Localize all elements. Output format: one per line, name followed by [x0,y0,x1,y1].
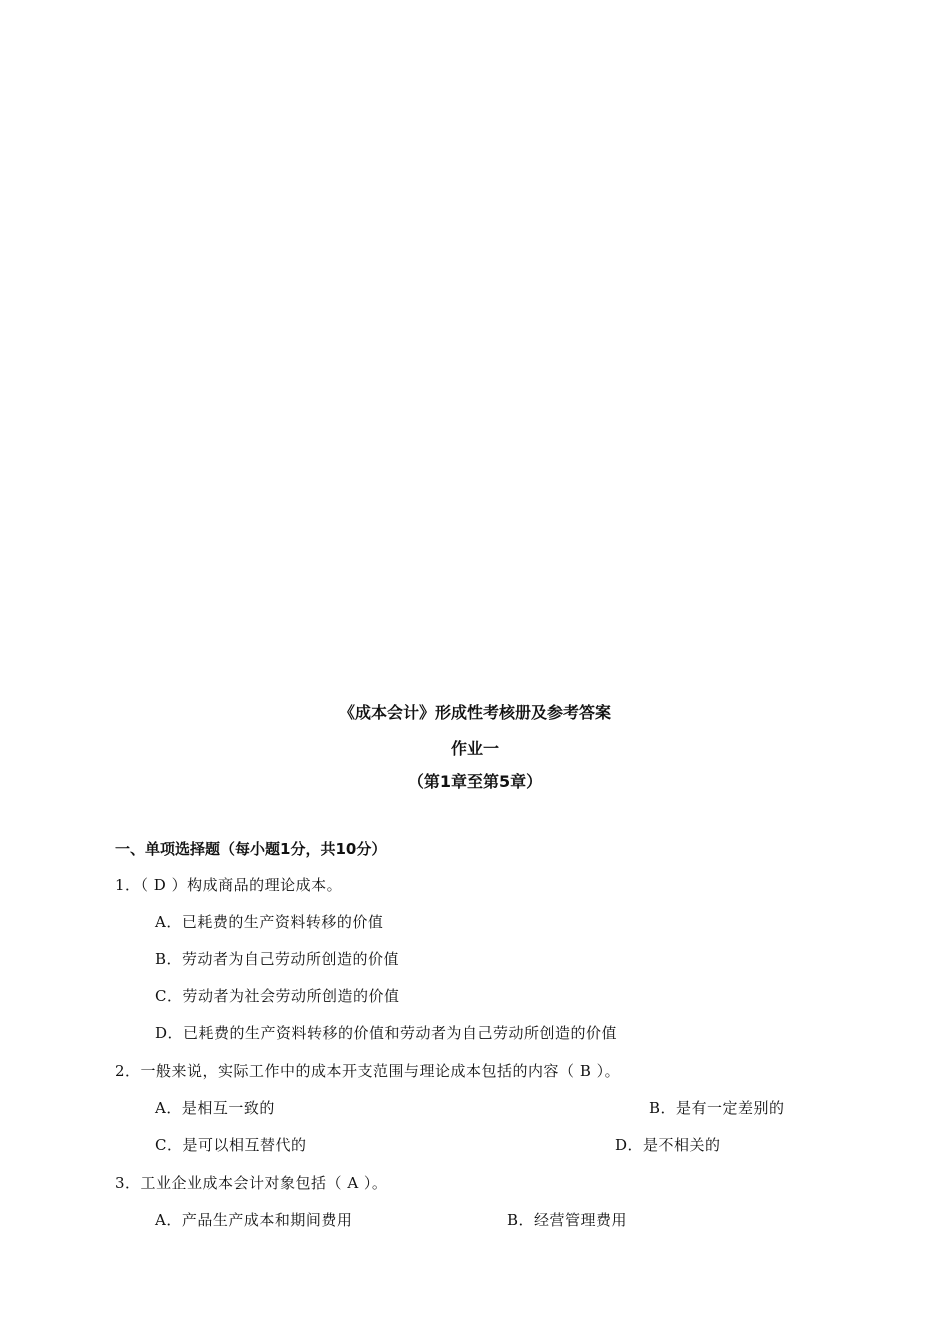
question-2-option-b: B．是有一定差别的 [649,1099,785,1117]
question-1-stem: 1．（ D ）构成商品的理论成本。 [115,876,343,894]
question-1-option-d: D．已耗费的生产资料转移的价值和劳动者为自己劳动所创造的价值 [155,1024,618,1042]
question-1-option-c: C．劳动者为社会劳动所创造的价值 [155,987,400,1005]
section-heading: 一、单项选择题（每小题1分，共10分） [115,840,387,858]
chapter-range: （第1章至第5章） [407,772,543,791]
question-2-stem: 2．一般来说，实际工作中的成本开支范围与理论成本包括的内容（ B ）。 [115,1062,621,1080]
question-3-option-a: A．产品生产成本和期间费用 [155,1211,353,1229]
question-3-stem: 3．工业企业成本会计对象包括（ A ）。 [115,1174,388,1192]
question-1-option-b: B．劳动者为自己劳动所创造的价值 [155,950,400,968]
question-3-option-b: B．经营管理费用 [507,1211,628,1229]
assignment-title: 作业一 [450,739,499,758]
question-1-option-a: A．已耗费的生产资料转移的价值 [155,913,384,931]
document-title: 《成本会计》形成性考核册及参考答案 [338,703,611,722]
question-2-option-a: A．是相互一致的 [155,1099,275,1117]
question-2-option-c: C．是可以相互替代的 [155,1136,307,1154]
question-2-option-d: D．是不相关的 [615,1136,721,1154]
